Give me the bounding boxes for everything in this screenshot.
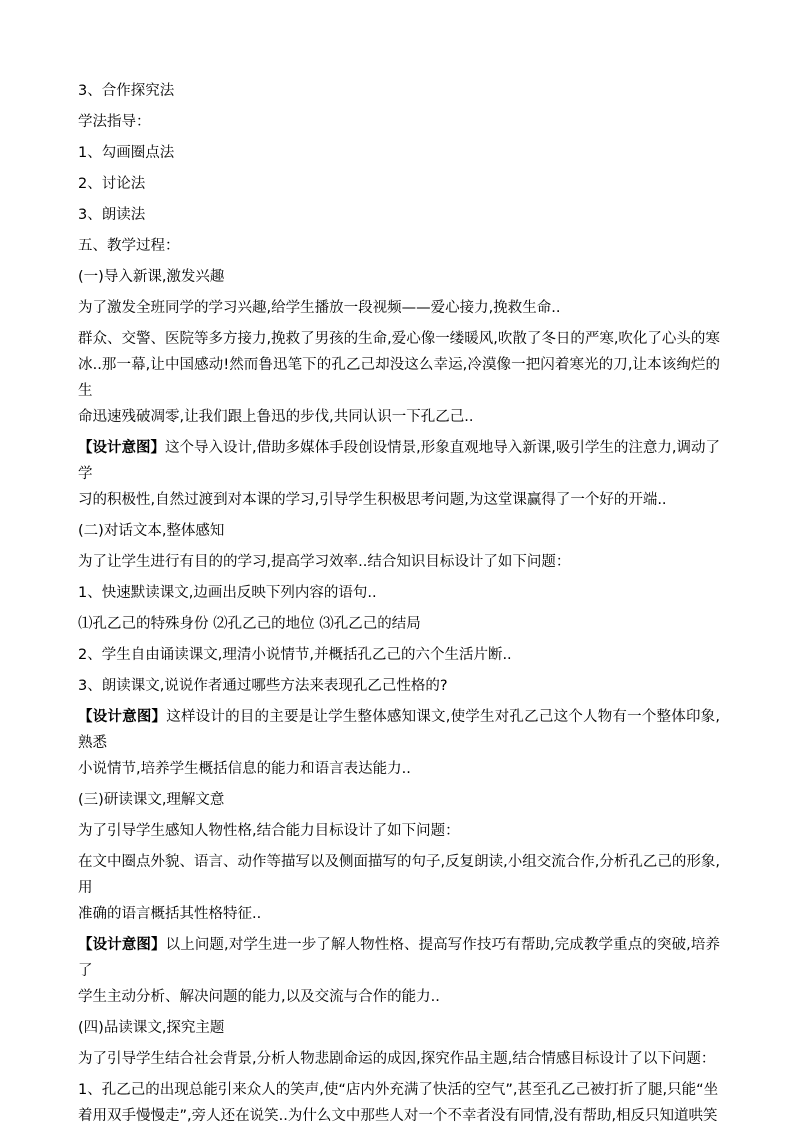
paragraph: 3、朗读法 bbox=[78, 207, 146, 223]
line: 在文中圈点外貌、语言、动作等描写以及侧面描写的句子,反复朗读,小组交流合作,分析孔乙己的形象,用 bbox=[78, 854, 720, 896]
design-intent-paragraph bbox=[78, 704, 720, 782]
document-body bbox=[78, 78, 720, 1134]
paragraph: 为了引导学生感知人物性格,结合能力目标设计了如下问题： bbox=[78, 823, 460, 839]
paragraph: 3、合作探究法 bbox=[78, 83, 175, 99]
paragraph bbox=[78, 1077, 720, 1129]
subsection-heading: (一)导入新课,激发兴趣 bbox=[78, 269, 225, 285]
subsection-heading: (二)对话文本,整体感知 bbox=[78, 523, 225, 539]
paragraph bbox=[78, 326, 720, 430]
paragraph: 为了引导学生结合社会背景,分析人物悲剧命运的成因,探究作品主题,结合情感目标设计了以下问题： bbox=[78, 1051, 716, 1067]
paragraph: ⑴孔乙己的特殊身份 ⑵孔乙己的地位 ⑶孔乙己的结局 bbox=[78, 616, 421, 632]
line: 着用双手慢慢走”,旁人还在说笑..为什么文中那些人对一个不幸者没有同情,没有帮助,相反只知道哄笑 bbox=[78, 1108, 718, 1124]
subsection-heading: (四)品读课文,探究主题 bbox=[78, 1020, 225, 1036]
line: 以上问题,对学生进一步了解人物性格、提高写作技巧有帮助,完成教学重点的突破,培养了 bbox=[78, 937, 720, 979]
line: 学生主动分析、解决问题的能力,以及交流与合作的能力.. bbox=[78, 989, 440, 1005]
line: 群众、交警、医院等多方接力,挽救了男孩的生命,爱心像一缕暖风,吹散了冬日的严寒,吹化了心头的寒 bbox=[78, 331, 720, 347]
design-intent-tag: 【设计意图】 bbox=[78, 709, 167, 725]
line: 这个导入设计,借助多媒体手段创设情景,形象直观地导入新课,吸引学生的注意力,调动了学 bbox=[78, 440, 721, 482]
paragraph: 1、勾画圈点法 bbox=[78, 145, 175, 161]
paragraph: 2、学生自由诵读课文,理清小说情节,并概括孔乙己的六个生活片断.. bbox=[78, 647, 512, 663]
paragraph: 3、朗读课文,说说作者通过哪些方法来表现孔乙己性格的? bbox=[78, 678, 448, 694]
paragraph bbox=[78, 295, 720, 321]
line: 准确的语言概括其性格特征.. bbox=[78, 906, 262, 922]
line: 习的积极性,自然过渡到对本课的学习,引导学生积极思考问题,为这堂课赢得了一个好的开端.. bbox=[78, 492, 667, 508]
line: 这样设计的目的主要是让学生整体感知课文,使学生对孔乙己这个人物有一个整体印象,熟悉 bbox=[78, 709, 720, 751]
paragraph: 学法指导： bbox=[78, 114, 151, 130]
design-intent-tag: 【设计意图】 bbox=[78, 937, 166, 953]
line: 命迅速残破凋零,让我们跟上鲁迅的步伐,共同认识一下孔乙己.. bbox=[78, 409, 474, 425]
paragraph: 2、讨论法 bbox=[78, 176, 146, 192]
design-intent-paragraph bbox=[78, 435, 720, 513]
design-intent-tag: 【设计意图】 bbox=[78, 440, 166, 456]
line: 小说情节,培养学生概括信息的能力和语言表达能力.. bbox=[78, 761, 411, 777]
line: 为了激发全班同学的学习兴趣,给学生播放一段视频——爱心接力,挽救生命.. bbox=[78, 300, 561, 316]
paragraph bbox=[78, 849, 720, 927]
paragraph: 1、快速默读课文,边画出反映下列内容的语句.. bbox=[78, 585, 377, 601]
design-intent-paragraph bbox=[78, 932, 720, 1010]
subsection-heading: (三)研读课文,理解文意 bbox=[78, 792, 225, 808]
line: 冰..那一幕,让中国感动!然而鲁迅笔下的孔乙己却没这么幸运,冷漠像一把闪着寒光的刀,让本该绚烂的生 bbox=[78, 357, 720, 399]
paragraph: 为了让学生进行有目的的学习,提高学习效率..结合知识目标设计了如下问题： bbox=[78, 554, 571, 570]
section-heading: 五、教学过程： bbox=[78, 238, 180, 254]
line: 1、孔乙己的出现总能引来众人的笑声,使“店内外充满了快活的空气”,甚至孔乙己被打折了腿,只能“坐 bbox=[78, 1082, 719, 1098]
